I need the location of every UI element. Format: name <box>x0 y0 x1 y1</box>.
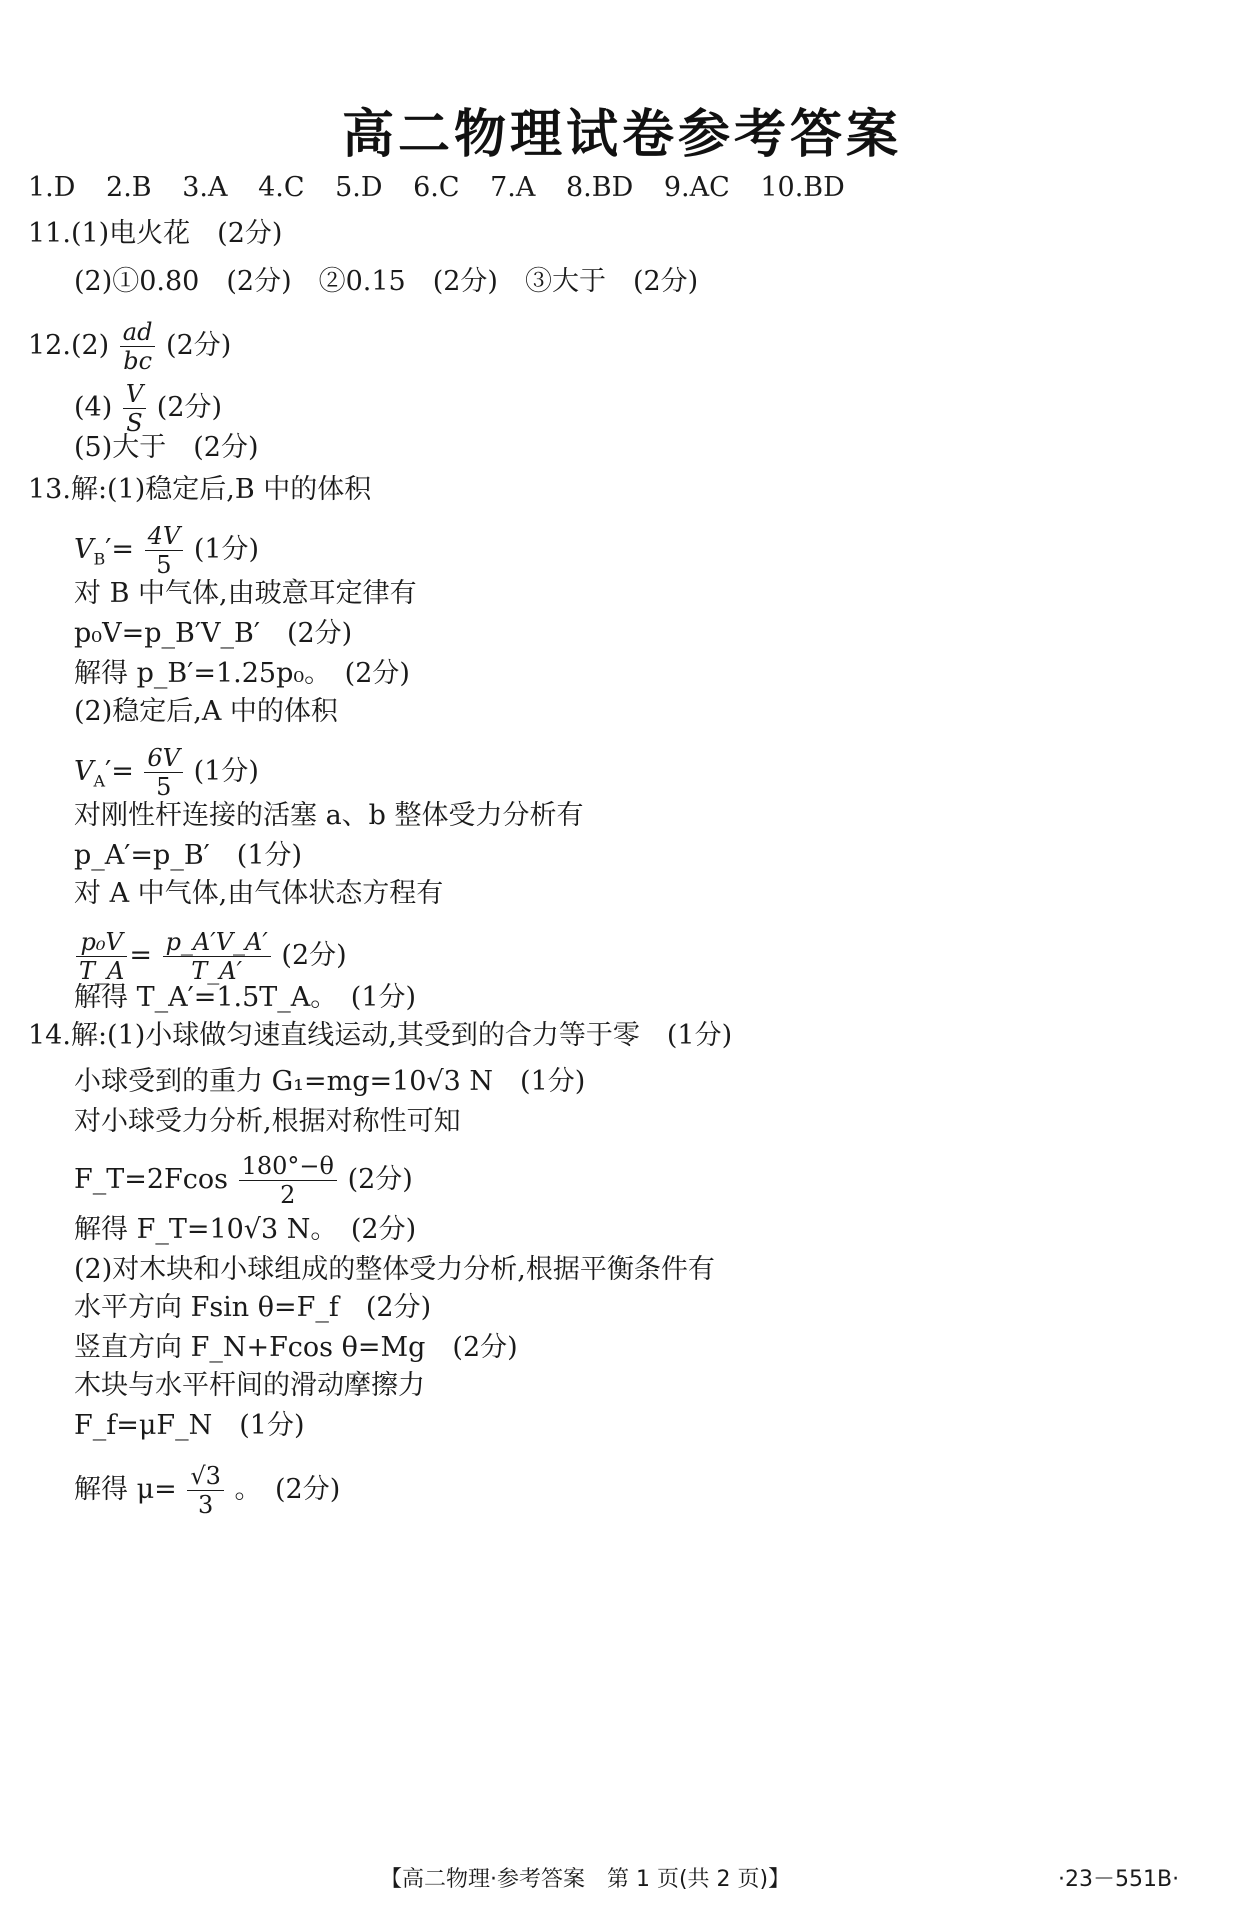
q13-line4: p₀V=p_B′V_B′ (2分) <box>74 618 353 649</box>
answer-3: 3.A <box>182 172 228 203</box>
q13-line10: 对 A 中气体,由气体状态方程有 <box>74 878 444 909</box>
q12-score2: (2分) <box>156 392 223 423</box>
eq-num2: p_A′V_A′ <box>163 928 271 957</box>
answer-5: 5.D <box>335 172 383 203</box>
q12-score1: (2分) <box>166 330 232 361</box>
q14-line3: 对小球受力分析,根据对称性可知 <box>74 1106 461 1137</box>
q11-line1: 11.(1)电火花 (2分) <box>28 218 283 249</box>
q13-head: 13.解:(1)稳定后,B 中的体积 <box>28 474 372 505</box>
eq-left-fraction <box>76 928 127 985</box>
q12-prefix4: (4) <box>74 392 113 423</box>
answer-10: 10.BD <box>760 172 845 203</box>
q12-line3: (5)大于 (2分) <box>74 432 259 463</box>
eq-den2: T_A′ <box>191 957 243 985</box>
q14-line10: F_f=μF_N (1分) <box>74 1410 305 1441</box>
q12-line1 <box>28 318 231 375</box>
va-score: (1分) <box>193 756 259 787</box>
answer-6: 6.C <box>413 172 460 203</box>
q13-va-line: $V_A'=$ $\frac{6V}{5}$ (1分) <box>74 744 259 801</box>
q12-fraction-1 <box>120 318 156 375</box>
choice-answers <box>28 170 867 206</box>
answer-4: 4.C <box>258 172 305 203</box>
eq-right-fraction <box>163 928 271 985</box>
vb-symbol: V <box>74 534 94 565</box>
q14-line5: 解得 F_T=10√3 N。 (2分) <box>74 1214 417 1245</box>
vb-num: 4V <box>145 522 184 551</box>
ft-fraction <box>239 1152 337 1209</box>
q12-frac2-num: V <box>123 380 146 409</box>
q14-ft-equation <box>74 1152 413 1209</box>
page-title: 高二物理试卷参考答案 <box>341 105 902 165</box>
q14-line2: 小球受到的重力 G₁=mg=10√3 N (1分) <box>74 1066 586 1097</box>
q14-line6: (2)对木块和小球组成的整体受力分析,根据平衡条件有 <box>74 1254 715 1285</box>
ft-den: 2 <box>280 1181 296 1209</box>
q14-line8: 竖直方向 F_N+Fcos θ=Mg (2分) <box>74 1332 518 1363</box>
mu-lhs: 解得 μ= <box>74 1474 177 1505</box>
document-code: ·23－551B· <box>1058 1867 1180 1892</box>
va-num: 6V <box>144 744 183 773</box>
mu-den: 3 <box>198 1491 214 1519</box>
eq-den1: T_A <box>79 957 125 985</box>
vb-subscript: B <box>93 549 106 569</box>
ft-score: (2分) <box>347 1164 413 1195</box>
q12-prefix: 12.(2) <box>28 330 110 361</box>
mu-num: √3 <box>187 1462 224 1491</box>
answer-8: 8.BD <box>565 172 634 203</box>
va-subscript: A <box>93 771 106 791</box>
q14-head: 14.解:(1)小球做匀速直线运动,其受到的合力等于零 (1分) <box>28 1020 733 1051</box>
answer-9: 9.AC <box>663 172 730 203</box>
q12-frac2-den: S <box>126 409 143 437</box>
q12-frac1-den: bc <box>123 347 153 375</box>
mu-fraction <box>187 1462 224 1519</box>
q13-vb-line: $V_B'=$ $\frac{4V}{5}$ (1分) <box>74 522 260 579</box>
q12-fraction-2 <box>123 380 146 437</box>
va-symbol: V <box>74 756 94 787</box>
page-footer: 【高二物理·参考答案 第 1 页(共 2 页)】 <box>380 1867 791 1892</box>
va-den: 5 <box>156 773 172 801</box>
q11-line2: (2)①0.80 (2分) ②0.15 (2分) ③大于 (2分) <box>74 266 699 297</box>
q13-line3: 对 B 中气体,由玻意耳定律有 <box>74 578 417 609</box>
q14-mu-equation <box>74 1462 340 1519</box>
q13-line5: 解得 p_B′=1.25p₀。 (2分) <box>74 658 410 689</box>
q12-line2 <box>74 380 222 437</box>
vb-den: 5 <box>156 551 172 579</box>
q13-line6: (2)稳定后,A 中的体积 <box>74 696 338 727</box>
eq-score: (2分) <box>281 940 347 971</box>
answer-1: 1.D <box>28 172 76 203</box>
va-fraction <box>144 744 183 801</box>
mu-score: 。 (2分) <box>234 1474 341 1505</box>
eq-num1: p₀V <box>76 928 127 957</box>
q14-line9: 木块与水平杆间的滑动摩擦力 <box>74 1370 425 1401</box>
answer-2: 2.B <box>106 172 152 203</box>
q13-state-equation: $\frac{\text{p₀V}}{T\_A}$ = $\frac{p\_A'V\_A'}{T\_A'}$ (2分) <box>74 928 347 985</box>
q13-line12: 解得 T_A′=1.5T_A。 (1分) <box>74 982 417 1013</box>
q14-line7: 水平方向 Fsin θ=F_f (2分) <box>74 1292 432 1323</box>
vb-fraction <box>145 522 184 579</box>
q13-line8: 对刚性杆连接的活塞 a、b 整体受力分析有 <box>74 800 584 831</box>
ft-num: 180°−θ <box>239 1152 337 1181</box>
answer-7: 7.A <box>490 172 536 203</box>
q12-frac1-num: ad <box>120 318 156 347</box>
q13-line9: p_A′=p_B′ (1分) <box>74 840 303 871</box>
ft-lhs: F_T=2Fcos <box>74 1164 229 1195</box>
vb-score: (1分) <box>193 534 260 565</box>
